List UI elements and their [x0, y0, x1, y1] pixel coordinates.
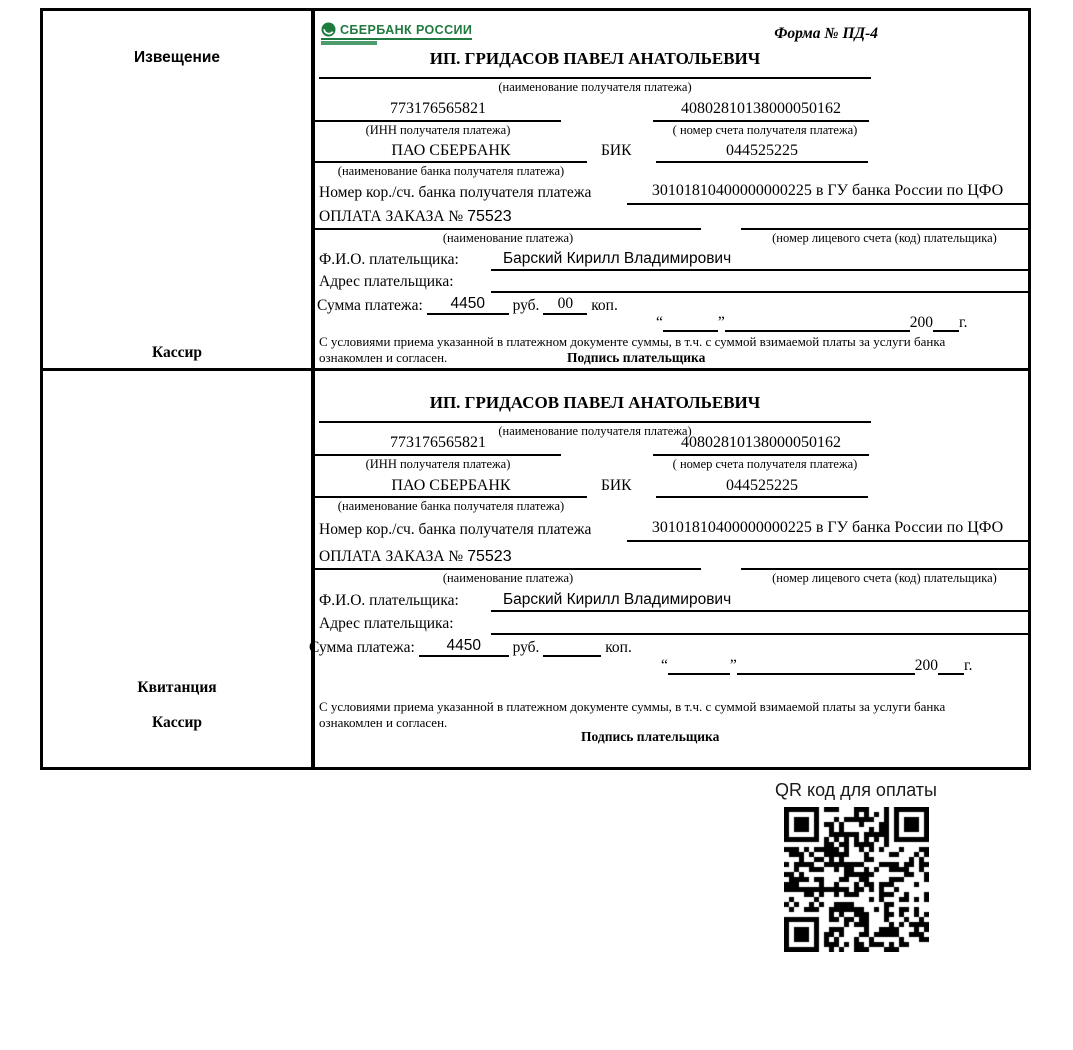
- payee-underline: [319, 77, 871, 79]
- address-label: Адрес плательщика:: [319, 615, 454, 632]
- date-day-blank: [668, 673, 730, 675]
- account-underline: [653, 454, 869, 456]
- order-number: 75523: [467, 548, 512, 565]
- kop-value: [543, 655, 601, 657]
- corr-value: 30101810400000000225 в ГУ банка России по ЦФО: [651, 182, 1004, 199]
- rub-label: руб.: [512, 639, 540, 656]
- date-year: 200: [909, 314, 934, 331]
- inn-value: 773176565821: [390, 100, 486, 117]
- cashier-label: Кассир: [151, 714, 203, 731]
- date-month-blank: [725, 330, 910, 332]
- fio-underline: [491, 269, 1028, 271]
- fio-label: Ф.И.О. плательщика:: [319, 251, 459, 268]
- open-quote: “: [661, 657, 668, 674]
- date-year-suffix: г.: [964, 657, 973, 674]
- agreement-text: С условиями приема указанной в платежном документе суммы, в т.ч. с суммой взимаемой платы за услуги банка ознакомлен и согласен.: [319, 334, 946, 365]
- open-quote: “: [656, 314, 663, 331]
- address-underline: [491, 291, 1028, 293]
- bank-name-value: ПАО СБЕРБАНК: [391, 477, 511, 494]
- bik-label: БИК: [601, 142, 632, 159]
- bank-underline: [315, 496, 587, 498]
- payee-name: ИП. ГРИДАСОВ ПАВЕЛ АНАТОЛЬЕВИЧ: [429, 49, 761, 68]
- sum-row: [317, 295, 618, 315]
- inn-caption: (ИНН получателя платежа): [365, 457, 511, 471]
- payment-title: ОПЛАТА ЗАКАЗА №: [319, 208, 464, 225]
- payee-underline: [319, 421, 871, 423]
- account-caption: ( номер счета получателя платежа): [672, 457, 858, 471]
- payment-underline: [315, 228, 701, 230]
- payment-underline: [315, 568, 701, 570]
- date-year-suffix: г.: [959, 314, 968, 331]
- date-year-blank: [938, 673, 964, 675]
- payment-title: ОПЛАТА ЗАКАЗА №: [319, 548, 464, 565]
- corr-label: Номер кор./сч. банка получателя платежа: [319, 521, 592, 538]
- inn-underline: [315, 454, 561, 456]
- bik-underline: [656, 496, 868, 498]
- receipt-section: [40, 368, 1031, 770]
- corr-underline: [627, 203, 1028, 205]
- signature-label: Подпись плательщика: [581, 729, 720, 744]
- corr-underline: [627, 540, 1028, 542]
- account-value: 40802810138000050162: [681, 434, 841, 451]
- fio-underline: [491, 610, 1028, 612]
- sum-value: 4450: [427, 295, 509, 315]
- sberbank-logo: [321, 22, 472, 45]
- date-day-blank: [663, 330, 718, 332]
- bik-value: 044525225: [726, 477, 798, 494]
- bank-underline: [315, 161, 587, 163]
- date-line: [661, 657, 973, 675]
- payee-caption: (наименование получателя платежа): [498, 424, 692, 438]
- sum-value: 4450: [419, 637, 509, 657]
- notice-section: [40, 8, 1031, 371]
- payment-caption: (наименование платежа): [442, 231, 574, 245]
- inn-underline: [315, 120, 561, 122]
- payer-code-caption: (номер лицевого счета (код) плательщика): [772, 231, 997, 245]
- qr-code: [784, 807, 929, 952]
- payee-name: ИП. ГРИДАСОВ ПАВЕЛ АНАТОЛЬЕВИЧ: [429, 393, 761, 412]
- form-title: Форма № ПД-4: [774, 25, 878, 42]
- sum-label: Сумма платежа:: [309, 639, 415, 656]
- sum-label: Сумма платежа:: [317, 297, 423, 314]
- kop-label: коп.: [591, 297, 618, 314]
- corr-label: Номер кор./сч. банка получателя платежа: [319, 184, 592, 201]
- bik-label: БИК: [601, 477, 632, 494]
- fio-label: Ф.И.О. плательщика:: [319, 592, 459, 609]
- agreement-text: С условиями приема указанной в платежном документе суммы, в т.ч. с суммой взимаемой платы за услуги банка ознакомлен и согласен.: [319, 699, 946, 730]
- account-underline: [653, 120, 869, 122]
- receipt-body: [309, 371, 1028, 767]
- inn-caption: (ИНН получателя платежа): [365, 123, 511, 137]
- sberbank-logo-icon: [321, 22, 336, 37]
- date-line: [656, 314, 968, 332]
- account-caption: ( номер счета получателя платежа): [672, 123, 858, 137]
- bank-name-value: ПАО СБЕРБАНК: [391, 142, 511, 159]
- bik-value: 044525225: [726, 142, 798, 159]
- fio-value: Барский Кирилл Владимирович: [503, 250, 732, 267]
- bank-caption: (наименование банка получателя платежа): [337, 164, 565, 178]
- sum-row: [309, 637, 632, 657]
- payer-code-caption: (номер лицевого счета (код) плательщика): [772, 571, 997, 585]
- notice-label: Извещение: [134, 49, 220, 66]
- cashier-label: Кассир: [151, 344, 203, 361]
- close-quote: ”: [729, 657, 737, 674]
- rub-label: руб.: [512, 297, 540, 314]
- address-label: Адрес плательщика:: [319, 273, 454, 290]
- date-year-blank: [933, 330, 959, 332]
- payment-name: [319, 208, 512, 226]
- order-number: 75523: [467, 208, 512, 225]
- payment-caption: (наименование платежа): [442, 571, 574, 585]
- payment-name: [319, 548, 512, 566]
- signature-label: Подпись плательщика: [567, 350, 706, 365]
- kop-value: 00: [543, 295, 587, 315]
- payer-code-underline: [741, 228, 1028, 230]
- date-year: 200: [914, 657, 939, 674]
- bank-logo-text: СБЕРБАНК РОССИИ: [340, 22, 473, 37]
- corr-value: 30101810400000000225 в ГУ банка России по ЦФО: [651, 519, 1004, 536]
- account-value: 40802810138000050162: [681, 100, 841, 117]
- close-quote: ”: [717, 314, 725, 331]
- notice-body: [315, 11, 1028, 368]
- qr-label: QR код для оплаты: [774, 780, 937, 800]
- bank-caption: (наименование банка получателя платежа): [337, 499, 565, 513]
- bik-underline: [656, 161, 868, 163]
- date-month-blank: [737, 673, 915, 675]
- bank-logo-tagline: [321, 41, 377, 45]
- inn-value: 773176565821: [390, 434, 486, 451]
- receipt-label: Квитанция: [137, 679, 217, 696]
- fio-value: Барский Кирилл Владимирович: [503, 591, 732, 608]
- kop-label: коп.: [605, 639, 632, 656]
- payer-code-underline: [741, 568, 1028, 570]
- payee-caption: (наименование получателя платежа): [498, 80, 692, 94]
- address-underline: [491, 633, 1028, 635]
